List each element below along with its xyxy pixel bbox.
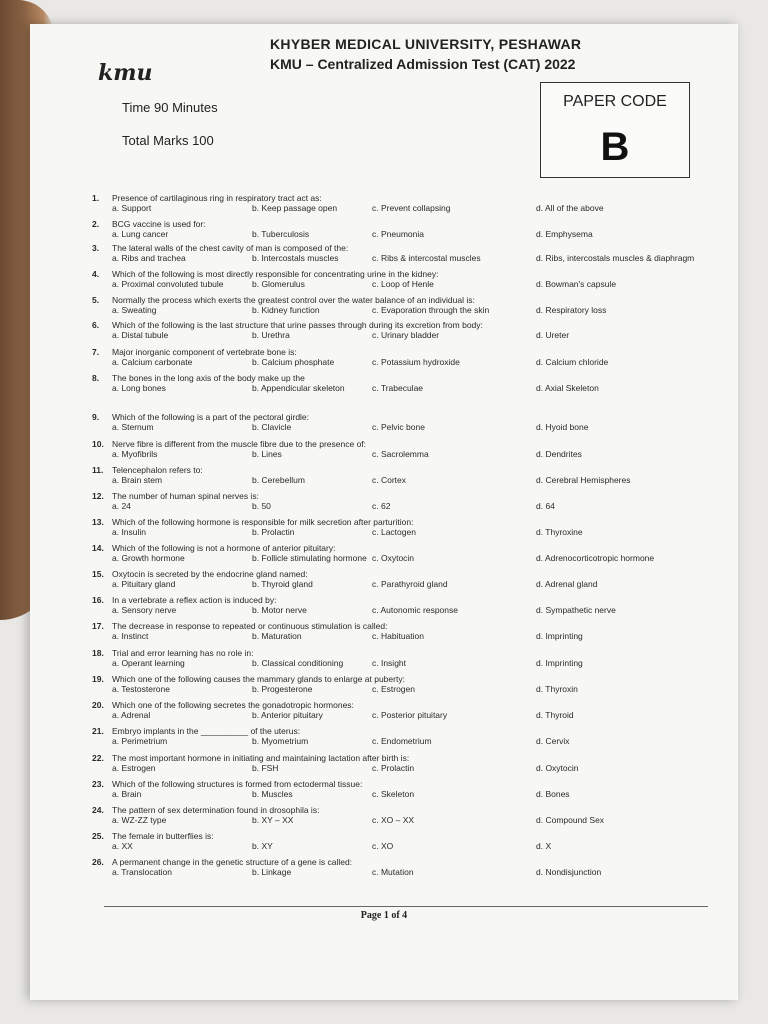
option-d: d. Adrenal gland [536, 579, 598, 589]
question-stem: Presence of cartilaginous ring in respiratory tract act as: [112, 193, 322, 203]
option-b: b. Motor nerve [252, 605, 307, 615]
question-stem: Which one of the following secretes the gonadotropic hormones: [112, 700, 354, 710]
question-stem: Which of the following is not a hormone of anterior pituitary: [112, 543, 336, 553]
option-a: a. Long bones [112, 383, 166, 393]
question-number: 21. [92, 726, 104, 736]
question-number: 6. [92, 320, 100, 330]
option-b: b. Progesterone [252, 684, 313, 694]
option-a: a. Translocation [112, 867, 173, 877]
question-number: 4. [92, 269, 100, 279]
option-c: c. 62 [372, 501, 391, 511]
option-d: d. Hyoid bone [536, 422, 589, 432]
question-number: 3. [92, 243, 100, 253]
option-a: a. Calcium carbonate [112, 357, 193, 367]
question-stem: Oxytocin is secreted by the endocrine gland named: [112, 569, 308, 579]
option-d: d. Compound Sex [536, 815, 605, 825]
question-number: 22. [92, 753, 104, 763]
question-number: 15. [92, 569, 104, 579]
question-number: 17. [92, 621, 104, 631]
question-stem: The lateral walls of the chest cavity of man is composed of the: [112, 243, 349, 253]
option-a: a. Ribs and trachea [112, 253, 186, 263]
question-stem: The bones in the long axis of the body make up the [112, 373, 305, 383]
option-d: d. All of the above [536, 203, 604, 213]
option-c: c. Potassium hydroxide [372, 357, 460, 367]
option-c: c. Pneumonia [372, 229, 424, 239]
question-number: 11. [92, 465, 104, 475]
option-b: b. Clavicle [252, 422, 292, 432]
option-a: a. Proximal convoluted tubule [112, 279, 224, 289]
option-b: b. Prolactin [252, 527, 295, 537]
option-a: a. Brain [112, 789, 142, 799]
option-c: c. Oxytocin [372, 553, 415, 563]
question-stem: Normally the process which exerts the greatest control over the water balance of an individual is: [112, 295, 475, 305]
question-stem: The decrease in response to repeated or continuous stimulation is called: [112, 621, 388, 631]
option-c: c. Autonomic response [372, 605, 458, 615]
time-allowed: Time 90 Minutes [122, 100, 218, 115]
option-b: b. Calcium phosphate [252, 357, 335, 367]
question-stem: Which of the following structures is formed from ectodermal tissue: [112, 779, 363, 789]
option-d: d. Oxytocin [536, 763, 579, 773]
option-c: c. Trabeculae [372, 383, 424, 393]
page-number: Page 1 of 4 [360, 910, 408, 921]
option-a: a. Estrogen [112, 763, 156, 773]
question-stem: Which of the following is the last structure that urine passes through during its excretion from body: [112, 320, 483, 330]
option-a: a. Sternum [112, 422, 154, 432]
option-d: d. Nondisjunction [536, 867, 602, 877]
question-stem: The most important hormone in initiating and maintaining lactation after birth is: [112, 753, 410, 763]
question-stem: In a vertebrate a reflex action is induced by: [112, 595, 277, 605]
question-number: 8. [92, 373, 100, 383]
question-stem: Major inorganic component of vertebrate bone is: [112, 347, 297, 357]
question-stem: Telencephalon refers to: [112, 465, 203, 475]
question-stem: Which of the following hormone is responsible for milk secretion after parturition: [112, 517, 414, 527]
option-d: d. Thyroid [536, 710, 574, 720]
option-d: d. Emphysema [536, 229, 593, 239]
option-b: b. Kidney function [252, 305, 320, 315]
question-number: 5. [92, 295, 100, 305]
option-c: c. Ribs & intercostal muscles [372, 253, 481, 263]
option-a: a. Distal tubule [112, 330, 169, 340]
option-d: d. Imprinting [536, 631, 583, 641]
question-stem: Trial and error learning has no role in: [112, 648, 254, 658]
option-b: b. FSH [252, 763, 279, 773]
question-number: 18. [92, 648, 104, 658]
option-a: a. Lung cancer [112, 229, 169, 239]
option-b: b. Urethra [252, 330, 290, 340]
option-a: a. Brain stem [112, 475, 163, 485]
option-d: d. Cerebral Hemispheres [536, 475, 631, 485]
option-c: c. Loop of Henle [372, 279, 434, 289]
paper-code-value: B [600, 125, 630, 169]
option-c: c. Evaporation through the skin [372, 305, 490, 315]
question-number: 14. [92, 543, 104, 553]
option-c: c. Endometrium [372, 736, 432, 746]
option-a: a. Testosterone [112, 684, 170, 694]
option-c: c. XO [372, 841, 394, 851]
option-b: b. 50 [252, 501, 271, 511]
option-c: c. Sacrolemma [372, 449, 429, 459]
option-d: d. Calcium chloride [536, 357, 609, 367]
option-b: b. XY – XX [252, 815, 294, 825]
option-a: a. Perimetrium [112, 736, 168, 746]
option-b: b. Keep passage open [252, 203, 338, 213]
option-a: a. Operant learning [112, 658, 185, 668]
question-number: 26. [92, 857, 104, 867]
option-c: c. Prevent collapsing [372, 203, 451, 213]
option-a: a. Insulin [112, 527, 147, 537]
option-b: b. Anterior pituitary [252, 710, 323, 720]
question-number: 2. [92, 219, 100, 229]
option-a: a. XX [112, 841, 133, 851]
question-stem: Nerve fibre is different from the muscle fibre due to the presence of: [112, 439, 367, 449]
option-b: b. Maturation [252, 631, 302, 641]
option-a: a. Instinct [112, 631, 149, 641]
question-number: 23. [92, 779, 104, 789]
option-b: b. Intercostals muscles [252, 253, 339, 263]
question-number: 16. [92, 595, 104, 605]
question-number: 9. [92, 412, 100, 422]
option-d: d. Ribs, intercostals muscles & diaphragm [536, 253, 695, 263]
option-d: d. Sympathetic nerve [536, 605, 616, 615]
total-marks: Total Marks 100 [122, 133, 214, 148]
question-stem: Embryo implants in the __________ of the uterus: [112, 726, 301, 736]
university-name: KHYBER MEDICAL UNIVERSITY, PESHAWAR [270, 36, 582, 52]
option-b: b. Linkage [252, 867, 292, 877]
option-b: b. Muscles [252, 789, 293, 799]
option-b: b. XY [252, 841, 273, 851]
option-b: b. Appendicular skeleton [252, 383, 345, 393]
option-b: b. Classical conditioning [252, 658, 344, 668]
option-d: d. Thyroxin [536, 684, 578, 694]
paper-code-label: PAPER CODE [563, 93, 667, 110]
option-d: d. Thyroxine [536, 527, 583, 537]
option-c: c. XO – XX [372, 815, 415, 825]
option-c: c. Cortex [372, 475, 407, 485]
option-b: b. Glomerulus [252, 279, 305, 289]
question-number: 7. [92, 347, 100, 357]
option-c: c. Prolactin [372, 763, 415, 773]
question-number: 24. [92, 805, 104, 815]
option-a: a. 24 [112, 501, 131, 511]
question-number: 19. [92, 674, 104, 684]
question-stem: Which of the following is most directly responsible for concentrating urine in the kidney: [112, 269, 439, 279]
option-c: c. Habituation [372, 631, 424, 641]
kmu-logo: kmu [98, 60, 153, 86]
option-c: c. Insight [372, 658, 407, 668]
test-title: KMU – Centralized Admission Test (CAT) 2022 [270, 56, 576, 72]
question-number: 1. [92, 193, 100, 203]
question-stem: Which of the following is a part of the pectoral girdle: [112, 412, 310, 422]
option-a: a. WZ-ZZ type [112, 815, 167, 825]
option-d: d. Cervix [536, 736, 570, 746]
option-a: a. Support [112, 203, 152, 213]
option-d: d. Axial Skeleton [536, 383, 599, 393]
option-a: a. Adrenal [112, 710, 151, 720]
footer-rule [104, 906, 708, 907]
option-a: a. Sensory nerve [112, 605, 177, 615]
option-c: c. Estrogen [372, 684, 415, 694]
option-a: a. Sweating [112, 305, 157, 315]
question-number: 10. [92, 439, 104, 449]
option-b: b. Follicle stimulating hormone [252, 553, 367, 563]
question-number: 20. [92, 700, 104, 710]
question-stem: The pattern of sex determination found in drosophila is: [112, 805, 320, 815]
option-b: b. Lines [252, 449, 282, 459]
option-c: c. Pelvic bone [372, 422, 425, 432]
option-d: d. 64 [536, 501, 555, 511]
question-stem: BCG vaccine is used for: [112, 219, 206, 229]
option-a: a. Myofibrils [112, 449, 158, 459]
option-b: b. Cerebellum [252, 475, 305, 485]
question-number: 13. [92, 517, 104, 527]
question-number: 12. [92, 491, 104, 501]
option-d: d. Respiratory loss [536, 305, 607, 315]
option-d: d. Bones [536, 789, 570, 799]
question-stem: Which one of the following causes the mammary glands to enlarge at puberty: [112, 674, 405, 684]
question-stem: The number of human spinal nerves is: [112, 491, 259, 501]
option-c: c. Urinary bladder [372, 330, 440, 340]
question-number: 25. [92, 831, 104, 841]
paper-code-box [540, 82, 690, 178]
option-d: d. Adrenocorticotropic hormone [536, 553, 655, 563]
option-c: c. Parathyroid gland [372, 579, 448, 589]
question-stem: A permanent change in the genetic structure of a gene is called: [112, 857, 353, 867]
option-c: c. Skeleton [372, 789, 415, 799]
option-a: a. Growth hormone [112, 553, 185, 563]
option-d: d. X [536, 841, 552, 851]
option-c: c. Mutation [372, 867, 414, 877]
question-stem: The female in butterflies is: [112, 831, 214, 841]
option-d: d. Bowman's capsule [536, 279, 617, 289]
option-b: b. Myometrium [252, 736, 309, 746]
option-d: d. Imprinting [536, 658, 583, 668]
option-d: d. Dendrites [536, 449, 582, 459]
option-b: b. Thyroid gland [252, 579, 313, 589]
option-c: c. Lactogen [372, 527, 416, 537]
option-c: c. Posterior pituitary [372, 710, 448, 720]
option-a: a. Pituitary gland [112, 579, 176, 589]
option-b: b. Tuberculosis [252, 229, 310, 239]
option-d: d. Ureter [536, 330, 570, 340]
